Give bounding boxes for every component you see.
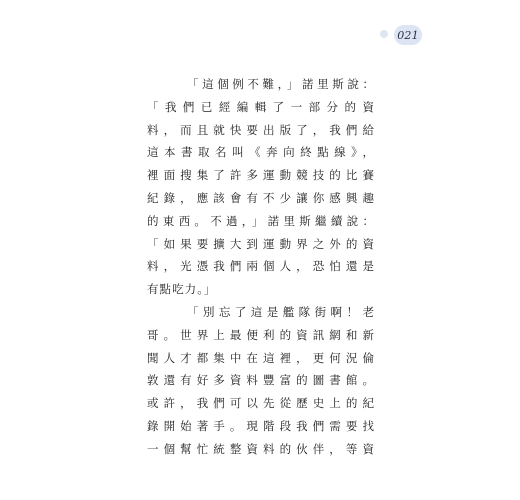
body-text xyxy=(147,73,375,461)
text-line: 料，光憑我們兩個人，恐怕還是 xyxy=(147,259,375,274)
text-line: 「別忘了這是艦隊街啊！老 xyxy=(187,304,375,319)
text-line: 一個幫忙統整資料的伙伴，等資 xyxy=(147,441,375,456)
text-line: 「這個例不難，」諾里斯說： xyxy=(187,77,375,91)
text-line: 哥。世界上最便利的資訊網和新 xyxy=(147,327,375,342)
text-line: 錄開始著手。現階段我們需要找 xyxy=(147,418,375,433)
text-line: 「如果要擴大到運動界之外的資 xyxy=(147,236,375,251)
page-number-bubble xyxy=(394,25,422,45)
text-line: 「我們已經編輯了一部分的資 xyxy=(147,99,375,114)
text-line: 有點吃力。」 xyxy=(147,282,217,297)
text-line: 或許，我們可以先從歷史上的紀 xyxy=(147,396,375,411)
text-line: 的東西。不過，」諾里斯繼續說： xyxy=(147,213,375,228)
page-number: 021 xyxy=(397,28,419,42)
bubble-dot-icon xyxy=(380,30,388,38)
text-line: 裡面搜集了許多運動競技的比賽 xyxy=(147,168,375,183)
text-line: 敦還有好多資料豐富的圖書館。 xyxy=(147,373,375,388)
text-line: 這本書取名叫《奔向終點線》， xyxy=(147,145,375,160)
text-line: 紀錄，應該會有不少讓你感興趣 xyxy=(147,190,375,205)
text-line: 料，而且就快要出版了，我們給 xyxy=(147,122,375,137)
text-line: 聞人才都集中在這裡，更何況倫 xyxy=(147,350,375,365)
page-number-badge xyxy=(380,24,424,48)
